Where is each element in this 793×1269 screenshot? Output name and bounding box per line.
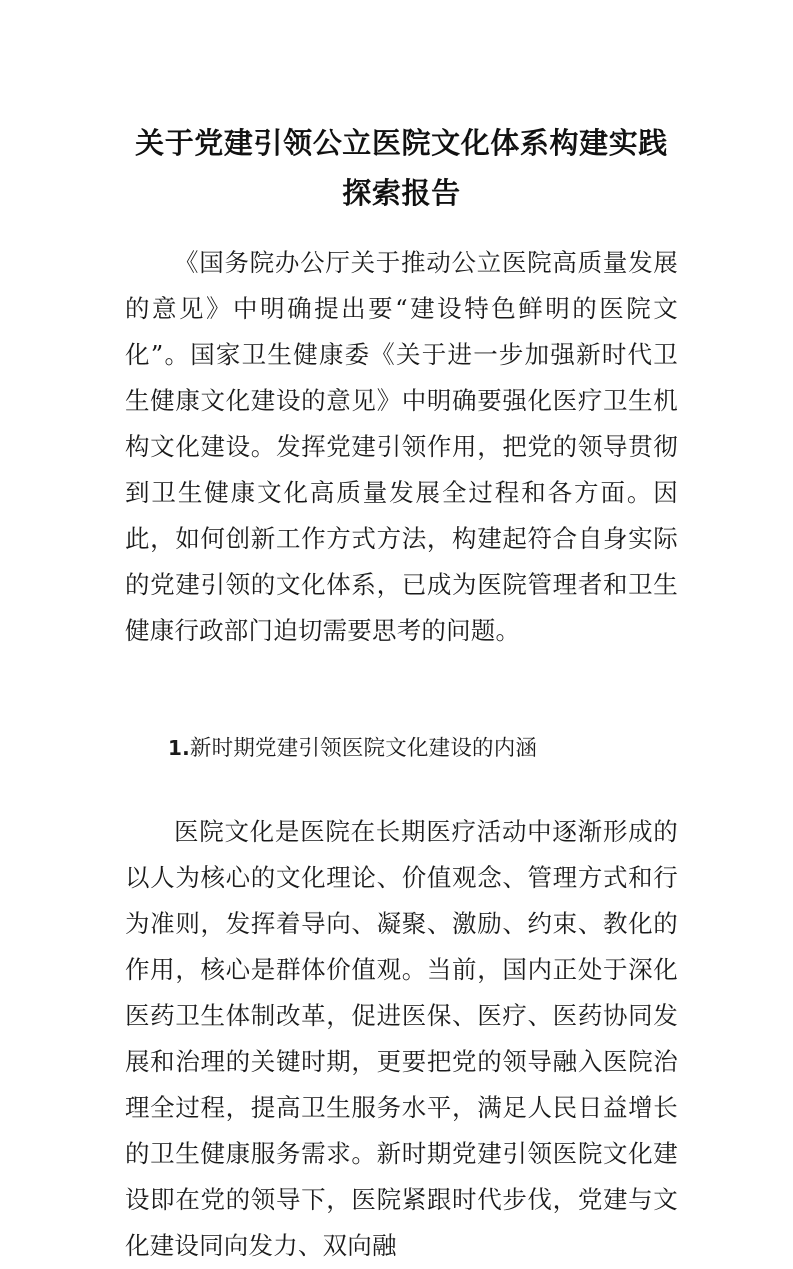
paragraph-section-1-body: 医院文化是医院在长期医疗活动中逐渐形成的以人为核心的文化理论、价值观念、管理方式和行为准则，发挥着导向、凝聚、激励、约束、教化的作用，核心是群体价值观。当前，国内正处于深化医药卫生体制改革，促进医保、医疗、医药协同发展和治理的关键时期，更要把党的领导融入医院治理全过程，提高卫生服务水平，满足人民日益增长的卫生健康服务需求。新时期党建引领医院文化建设即在党的领导下，医院紧跟时代步伐，党建与文化建设同向发力、双向融	[125, 817, 678, 1260]
spacer-after-heading	[125, 769, 678, 809]
spacer-before-heading	[125, 654, 678, 728]
page-title-line-2: 探索报告	[342, 176, 461, 210]
page-title	[125, 118, 678, 218]
document-title-block	[125, 118, 678, 218]
paragraph-intro: 《国务院办公厅关于推动公立医院高质量发展的意见》中明确提出要“建设特色鲜明的医院文化”。国家卫生健康委《关于进一步加强新时代卫生健康文化建设的意见》中明确要强化医疗卫生机构文化建设。发挥党建引领作用，把党的领导贯彻到卫生健康文化高质量发展全过程和各方面。因此，如何创新工作方式方法，构建起符合自身实际的党建引领的文化体系，已成为医院管理者和卫生健康行政部门迫切需要思考的问题。	[125, 248, 678, 645]
document-body	[125, 240, 678, 1269]
page-title-line-1: 关于党建引领公立医院文化体系构建实践	[135, 126, 668, 160]
section-heading-text: 新时期党建引领医院文化建设的内涵	[189, 736, 538, 761]
section-heading-1	[125, 728, 678, 769]
section-heading-number: 1.	[168, 736, 190, 760]
